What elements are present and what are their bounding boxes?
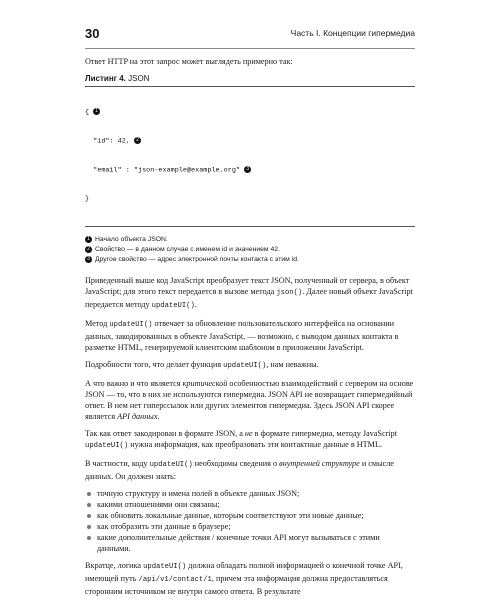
callout-badge: 3 <box>85 256 92 263</box>
callout-badge: 3 <box>244 166 251 173</box>
page-header <box>85 26 415 48</box>
bullet-icon <box>87 525 91 529</box>
listing-bottom-rule <box>85 226 415 227</box>
list-item: какие дополнительные действия / конечные точки API могут вызываться с этими данными. <box>85 532 415 554</box>
list-item: как отобразить эти данные в браузере; <box>85 521 415 532</box>
listing-notes <box>85 235 415 265</box>
paragraph: Вкратце, логика updateUI() должна обладать полной информацией о конечной точке API, имеющей путь /api/v1/contact/1, причем эта информация должна предоставляться сторонним источником не внутри самого ответа. В результате <box>85 561 403 597</box>
code-line: "id": 42, 2 <box>85 137 415 147</box>
bullet-icon <box>87 503 91 507</box>
inline-code: updateUI() <box>151 302 195 311</box>
paragraph: А что важно и что является критической особенностью взаимодействий с сервером на основе JSON — то, что в них не используются гипермедиа. JSON API не возвращает гипермедийный ответ. В нем нет гиперссылок или других элементов гипермедиа. Здесь JSON API скорее является API данных. <box>85 379 414 422</box>
inline-code: json() <box>276 289 303 298</box>
inline-code: /api/v1/contact/1 <box>138 576 212 585</box>
emphasis: не <box>244 429 253 439</box>
bullet-icon <box>87 536 91 540</box>
running-head: Часть I. Концепции гипермедиа <box>290 28 415 38</box>
emphasis: внутренней структуре <box>279 459 360 469</box>
bullet-icon <box>87 492 91 496</box>
callout-badge: 1 <box>85 236 92 243</box>
emphasis: API данных <box>117 412 158 422</box>
note-item: 1 Начало объекта JSON. <box>85 235 415 245</box>
note-item: 3 Другое свойство — адрес электронной почты контакта с этим id. <box>85 255 415 265</box>
intro-paragraph: Ответ HTTP на этот запрос может выглядеть примерно так: <box>85 57 293 66</box>
header-rule <box>85 48 415 49</box>
bullet-list <box>85 488 415 554</box>
list-item: какими отношениями они связаны; <box>85 499 415 510</box>
callout-badge: 2 <box>134 137 141 144</box>
listing-title: JSON <box>128 74 150 83</box>
paragraph: В частности, коду updateUI() необходимы сведения о внутренней структуре и смысле данных. Он должен знать: <box>85 459 394 482</box>
paragraph: Подробности того, что делает функция updateUI(), нам неважны. <box>85 360 319 371</box>
paragraph: Приведенный выше код JavaScript преобразует текст JSON, полученный от сервера, в объект JavaScript; для этого текст передается в вызове метода json(). Далее новый объект JavaScript передается методу updateUI(). <box>85 276 413 311</box>
callout-badge: 1 <box>93 108 100 115</box>
inline-code: updateUI() <box>149 461 193 470</box>
code-listing <box>85 87 415 226</box>
bullet-icon <box>87 514 91 518</box>
note-item: 2 Свойство — в данном случае с именем id и значением 42. <box>85 245 415 255</box>
code-line: { 1 <box>85 108 415 118</box>
callout-badge: 2 <box>85 246 92 253</box>
listing-label: Листинг 4. <box>85 74 126 83</box>
inline-code: updateUI() <box>143 563 187 572</box>
list-item: точную структуру и имена полей в объекте данных JSON; <box>85 488 415 499</box>
listing-caption <box>85 73 415 84</box>
paragraph: Метод updateUI() отвечает за обновление пользовательского интерфейса на основании данных, закодированных в объекте JavaScript, — возможно, с выводом данных контакта в разметке HTML, генерируемой клиентским шаблоном в приложении JavaScript. <box>85 319 399 353</box>
page-content <box>85 56 415 603</box>
inline-code: updateUI() <box>109 321 153 330</box>
inline-code: updateUI() <box>223 362 267 371</box>
paragraph: Так как ответ закодирован в формате JSON, а не в формате гипермедиа, методу JavaScript updateUI() нужна информация, как преобразовать эти контактные данные в HTML. <box>85 429 397 451</box>
code-line: "email" : "json-example@example.org" 3 <box>85 166 415 176</box>
page-number: 30 <box>85 26 100 41</box>
inline-code: updateUI() <box>85 442 129 451</box>
list-item: как обновить локальные данные, которым соответствуют эти новые данные; <box>85 510 415 521</box>
emphasis: критической <box>182 379 228 389</box>
code-line: } <box>85 195 90 204</box>
